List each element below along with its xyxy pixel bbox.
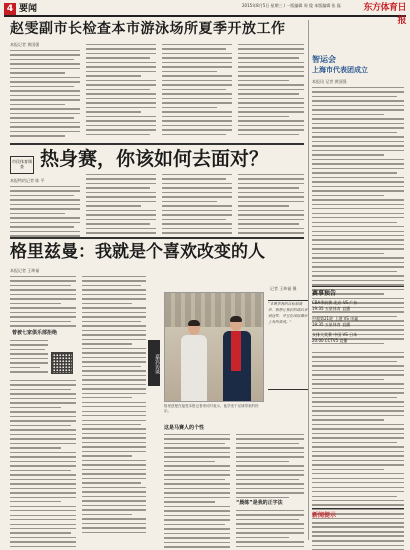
feature-col-4	[238, 174, 304, 241]
feature-top-rule	[10, 143, 304, 145]
interview-col-1c	[10, 380, 76, 550]
section-number: 4	[4, 3, 16, 15]
bottom-right-rule	[312, 508, 404, 509]
interview-byline: 本报记者 王坤福	[10, 268, 40, 273]
right-column-divider	[308, 20, 309, 540]
schedule-top-rule	[312, 286, 404, 287]
top-article-col-3	[162, 44, 232, 138]
feature-byline: 本报特约记者 陈 平	[10, 178, 45, 183]
schedule-item-time: 19:35 五星体育 直播	[312, 322, 351, 327]
photo-red-scarf	[231, 331, 241, 371]
feature-col-1	[10, 186, 80, 240]
feature-badge: 市民体育调查	[10, 156, 34, 174]
schedule-item-label: CBA季前赛 北京 VS 广东	[312, 300, 358, 305]
pull-quote: “本赛季我的目标很简单，我想让我们的球队拿到冠军，并且在国际舞台上有所表现。”	[268, 300, 308, 390]
section-name: 要闻	[19, 4, 38, 14]
top-article-col-4	[238, 44, 304, 138]
interview-col-1b	[10, 340, 48, 376]
schedule-item-label: 中超第21轮 上港 VS 申鑫	[312, 316, 359, 321]
top-article-col-2	[86, 44, 156, 138]
photo-person-right	[221, 317, 253, 402]
top-article-col-1	[10, 50, 80, 140]
right-lower-body	[312, 352, 404, 550]
schedule-title: 赛事预告	[312, 290, 337, 297]
feature-col-3	[162, 174, 232, 241]
top-byline: 本报记者 黄国强	[10, 42, 40, 47]
photo-person-left	[179, 321, 209, 402]
feature-headline: 热身赛，你该如何去面对？	[40, 148, 269, 170]
interview-headline: 格里兹曼：我就是个喜欢改变的人	[10, 242, 265, 262]
interview-col-2	[82, 276, 146, 536]
interview-col-4	[236, 434, 304, 501]
interview-subhead-3: “晨练”是我的正字法	[236, 500, 283, 506]
bottom-right-title: 新闻提示	[312, 512, 337, 519]
interview-col-1	[10, 276, 76, 330]
right-byline: 本报讯 记者 黄国强	[312, 79, 347, 84]
right-headline-2: 上海市代表团成立	[312, 66, 368, 74]
schedule-item-1	[312, 300, 404, 312]
interview-subhead-1: 曾被七家俱乐部拒绝	[12, 330, 58, 336]
schedule-item-label: 女排大奖赛 中国 VS 日本	[312, 332, 358, 337]
interview-col-4b	[236, 510, 304, 550]
feature-col-2	[86, 174, 156, 241]
photo-caption: 格里兹曼在接受本报记者采访时表示，他享受于足球带来的快乐。	[164, 404, 259, 413]
interview-col-3	[164, 434, 230, 550]
interview-top-rule	[10, 237, 304, 239]
schedule-item-time: 19:35 五星体育 直播	[312, 306, 351, 311]
interview-photo	[164, 292, 264, 402]
photo-credit: 记者 王坤福 摄	[270, 286, 297, 291]
newspaper-logo: 东方体育日报	[363, 3, 406, 26]
bottom-right-body	[312, 522, 404, 544]
date-line: 2015年8月5日 星期三 / 一版编辑 周 俊 本版编辑 张 磊	[242, 3, 341, 8]
top-headline: 赵雯副市长检查本市游泳场所夏季开放工作	[10, 21, 286, 37]
schedule-item-2	[312, 316, 404, 328]
masthead	[4, 3, 406, 26]
schedule-item-3	[312, 332, 404, 344]
right-headline-1: 智运会	[312, 55, 336, 64]
schedule-item-time: 20:00 CCTV5 直播	[312, 338, 348, 343]
qr-code[interactable]	[51, 352, 73, 374]
interview-subhead-2: 这是马赛人的个性	[164, 425, 205, 431]
interview-vertical-label: 嘉宾访谈	[148, 340, 160, 386]
